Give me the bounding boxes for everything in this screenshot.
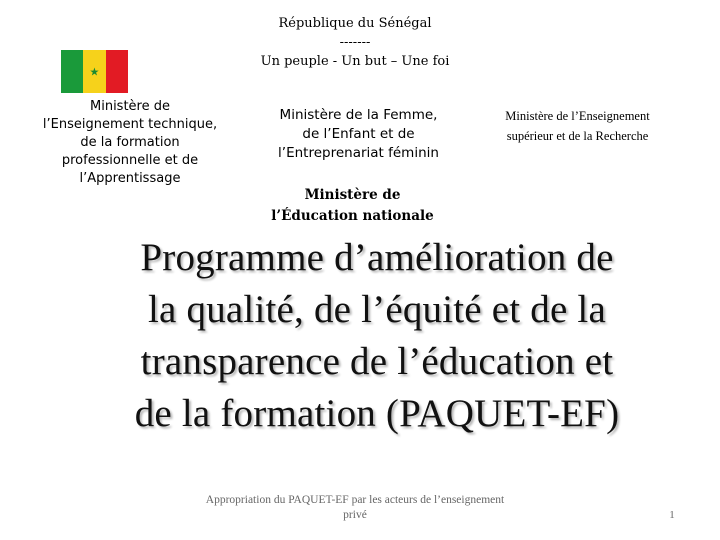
ministry-women	[256, 106, 461, 163]
footer-caption	[190, 493, 520, 523]
ministry-higher-education	[480, 106, 675, 146]
footer-line: privé	[343, 509, 367, 521]
senegal-flag	[61, 50, 128, 93]
ministry-line: professionnelle et de	[61, 153, 199, 168]
ministry-line: de l’Enfant et de	[302, 126, 415, 142]
republic-header	[250, 14, 460, 71]
flag-band-red	[106, 50, 128, 93]
title-line: Programme d’amélioration de	[140, 236, 614, 279]
ministry-line: l’Enseignement technique,	[42, 117, 218, 132]
national-motto: Un peuple - Un but – Une foi	[260, 54, 450, 69]
ministry-line: Ministère de la Femme,	[279, 107, 438, 123]
title-line: la qualité, de l’équité et de la	[148, 288, 606, 331]
title-line: de la formation (PAQUET-EF)	[134, 392, 620, 435]
header-separator: -------	[339, 35, 371, 50]
ministry-line: l’Apprentissage	[79, 171, 181, 186]
ministry-line: Ministère de l’Enseignement	[505, 109, 650, 123]
title-line: transparence de l’éducation et	[140, 340, 614, 383]
republic-name: République du Sénégal	[278, 16, 432, 31]
page-number: 1	[669, 509, 675, 521]
footer-line: Appropriation du PAQUET-EF par les acteurs de l’enseignement	[205, 494, 505, 506]
ministry-line: supérieur et de la Recherche	[506, 129, 649, 143]
ministry-line: l’Éducation nationale	[271, 208, 434, 224]
flag-band-yellow	[83, 50, 105, 93]
ministry-national-education	[260, 185, 445, 227]
ministry-technical-education	[30, 98, 230, 188]
star-icon: ★	[89, 65, 100, 78]
flag-band-green	[61, 50, 83, 93]
document-title	[72, 232, 682, 440]
ministry-line: Ministère de	[90, 99, 170, 114]
ministry-line: l’Entreprenariat féminin	[278, 145, 439, 161]
ministry-line: de la formation	[80, 135, 180, 150]
ministry-line: Ministère de	[304, 187, 401, 203]
